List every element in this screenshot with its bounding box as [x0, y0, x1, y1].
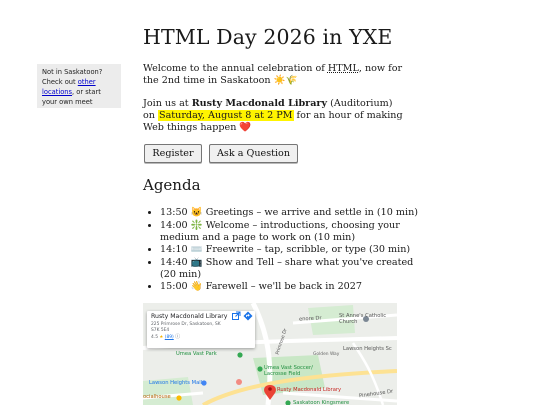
map-label-pinehouse: Pinehouse Dr	[358, 388, 394, 400]
map-label-primrose: Primrose Dr	[275, 328, 289, 356]
map-label-golden-way: Golden Way	[313, 352, 340, 357]
intro-paragraph	[143, 63, 403, 87]
agenda-list	[143, 207, 418, 294]
other-locations-link[interactable]: other locations	[42, 78, 96, 96]
star-icon: ★	[159, 335, 164, 340]
embedded-map[interactable]	[143, 303, 397, 405]
map-info-card[interactable]	[147, 311, 255, 348]
venue-name: Rusty Macdonald Library	[191, 98, 328, 109]
agenda-item: • 14:00 ❇️ Welcome – introductions, choosing your medium and a page to work on (10 min)	[160, 220, 418, 244]
map-label-library-pin: Rusty Macdonald Library	[277, 387, 342, 393]
reviews-link[interactable]: (89)	[164, 335, 174, 340]
directions-icon[interactable]	[243, 311, 253, 321]
event-details	[143, 98, 403, 134]
ask-question-button[interactable]: Ask a Question	[209, 144, 298, 163]
map-card-title: Rusty Macdonald Library	[151, 313, 228, 320]
map-label-socialhouse: ocialhouse	[143, 394, 171, 400]
map-label-park: Umea Vast Park	[176, 351, 217, 357]
info-icon: ⓘ	[175, 334, 181, 340]
note-text-after-full: , or start your own meet	[42, 88, 101, 106]
map-label-road: enore Dr	[298, 315, 322, 323]
intro-text: Welcome to the annual celebration of	[143, 63, 328, 74]
event-date-highlight: Saturday, August 8 at 2 PM	[159, 110, 293, 121]
html-abbr: HTML	[327, 63, 359, 74]
map-label-mall: Lawson Heights Mall	[149, 380, 203, 386]
joinus-tail: for an hour of making Web things happen ❤️	[143, 110, 403, 133]
joinus-lead: Join us at	[143, 98, 192, 109]
open-in-maps-icon[interactable]	[231, 311, 241, 321]
intro-text-tail: , now for the 2nd time in Saskatoon ☀️🌾	[143, 63, 403, 86]
agenda-item: • 14:10 ⌨️ Freewrite – tap, scribble, or type (30 min)	[160, 244, 418, 256]
rating-value: 4.5	[151, 335, 158, 340]
venue-detail: (Auditorium) on	[143, 98, 393, 121]
page-title: HTML Day 2026 in YXE	[143, 25, 393, 49]
note-text-before: Not in Saskatoon? Check out	[42, 68, 103, 86]
map-label-soccer: Umea Vast Soccer/ Lacrosse Field	[264, 365, 313, 377]
agenda-item: • 13:50 😺 Greetings – we arrive and settle in (10 min)	[160, 207, 418, 219]
map-label-kingsmere: Saskatoon Kingsmere	[293, 400, 350, 405]
map-label-church: St Anne's Catholic Church	[339, 313, 387, 325]
main-content	[143, 24, 418, 292]
other-locations-note	[37, 64, 121, 108]
agenda-item: • 15:00 👋 Farewell – we'll be back in 2027	[160, 281, 418, 293]
agenda-heading: Agenda	[143, 176, 201, 194]
agenda-item: • 14:40 📺 Show and Tell – share what you've created (20 min)	[160, 257, 418, 281]
map-label-lawson-sc: Lawson Heights Sc	[343, 346, 392, 352]
map-card-address: 225 Primrose Dr, Saskatoon, SK S7K 5E4	[151, 322, 221, 333]
register-button[interactable]: Register	[144, 144, 202, 163]
map-card-rating	[151, 334, 251, 341]
